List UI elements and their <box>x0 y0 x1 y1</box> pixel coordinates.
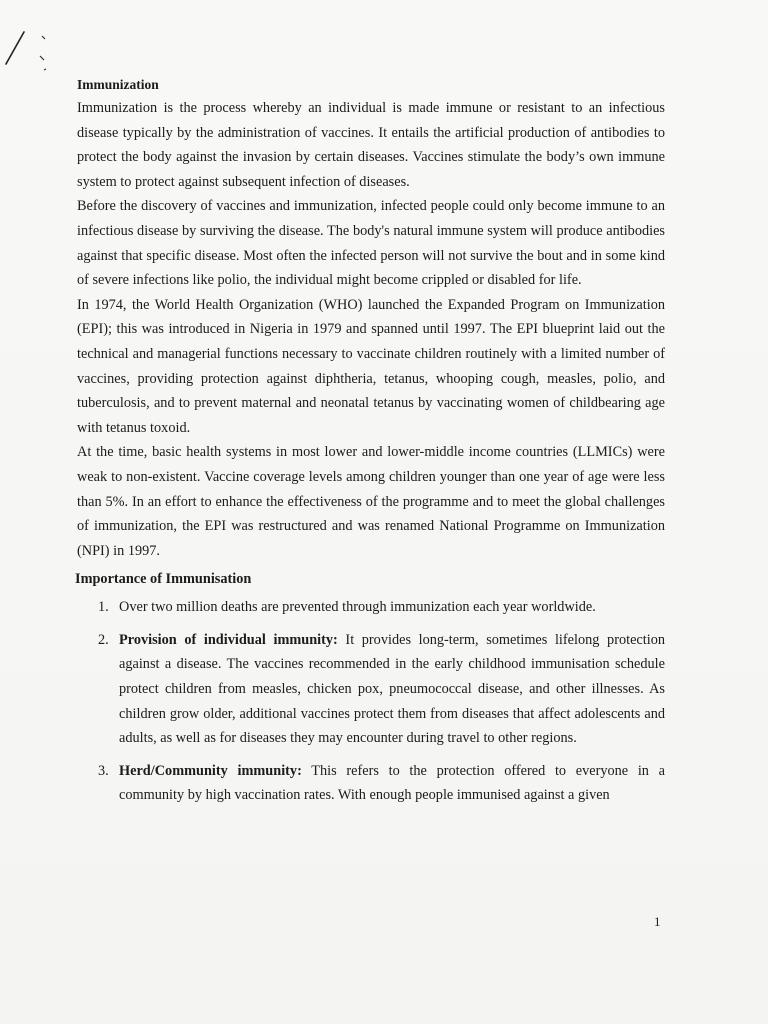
list-item-text: Over two million deaths are prevented through immunization each year worldwide. <box>119 599 596 616</box>
list-item-lead: Herd/Community immunity: <box>119 762 302 779</box>
paragraph-history: Before the discovery of vaccines and immunization, infected people could only become immune to an infectious disease by surviving the disease. The body's natural immune system will produce antibodies against that specific disease. Most often the infected person will not survive the bout and in some kind of severe infections like polio, the individual might become crippled or disabled for life. <box>77 198 665 289</box>
paragraph-npi: At the time, basic health systems in most lower and lower-middle income countries (LLMICs) were weak to non-existent. Vaccine coverage levels among children younger than one year of age were less than 5%. In an effort to enhance the effectiveness of the programme and to meet the global challenges of immunization, the EPI was restructured and was renamed National Programme on Immunization (NPI) in 1997. <box>77 444 665 559</box>
list-item-text: This refers to the protection offered to everyone in a community by high vaccination rates. With enough people immunised against a given <box>119 762 665 804</box>
section-heading: Importance of Immunisation <box>75 571 252 588</box>
list-item-lead: Provision of individual immunity: <box>119 631 338 648</box>
list-item-number: 3. <box>98 762 109 779</box>
list-item <box>77 759 665 808</box>
pen-mark-scribble <box>4 22 54 82</box>
list-item <box>77 595 665 620</box>
importance-list <box>77 595 665 808</box>
document-title: Immunization <box>77 77 159 92</box>
list-item-number: 2. <box>98 631 109 648</box>
page-number: 1 <box>654 914 661 929</box>
paragraph-intro: Immunization is the process whereby an individual is made immune or resistant to an infectious disease typically by the administration of vaccines. It entails the artificial production of antibodies to protect the body against the invasion by certain diseases. Vaccines stimulate the body’s own immune system to protect against subsequent infection of diseases. <box>77 100 665 190</box>
list-item <box>77 628 665 751</box>
document-body <box>77 74 665 816</box>
paragraph-who-epi: In 1974, the World Health Organization (WHO) launched the Expanded Program on Immunization (EPI); this was introduced in Nigeria in 1979 and spanned until 1997. The EPI blueprint laid out the technical and managerial functions necessary to vaccinate children routinely with a limited number of vaccines, providing protection against diphtheria, tetanus, whooping cough, measles, polio, and tuberculosis, and to prevent maternal and neonatal tetanus by vaccinating women of childbearing age with tetanus toxoid. <box>77 296 665 436</box>
list-item-text: It provides long-term, sometimes lifelong protection against a disease. The vaccines recommended in the early childhood immunisation schedule protect children from measles, chicken pox, pneumococcal disease, and other illnesses. As children grow older, additional vaccines protect them from diseases that affect adolescents and adults, as well as for diseases they may encounter during travel to other regions. <box>119 631 666 747</box>
list-item-number: 1. <box>98 599 109 616</box>
